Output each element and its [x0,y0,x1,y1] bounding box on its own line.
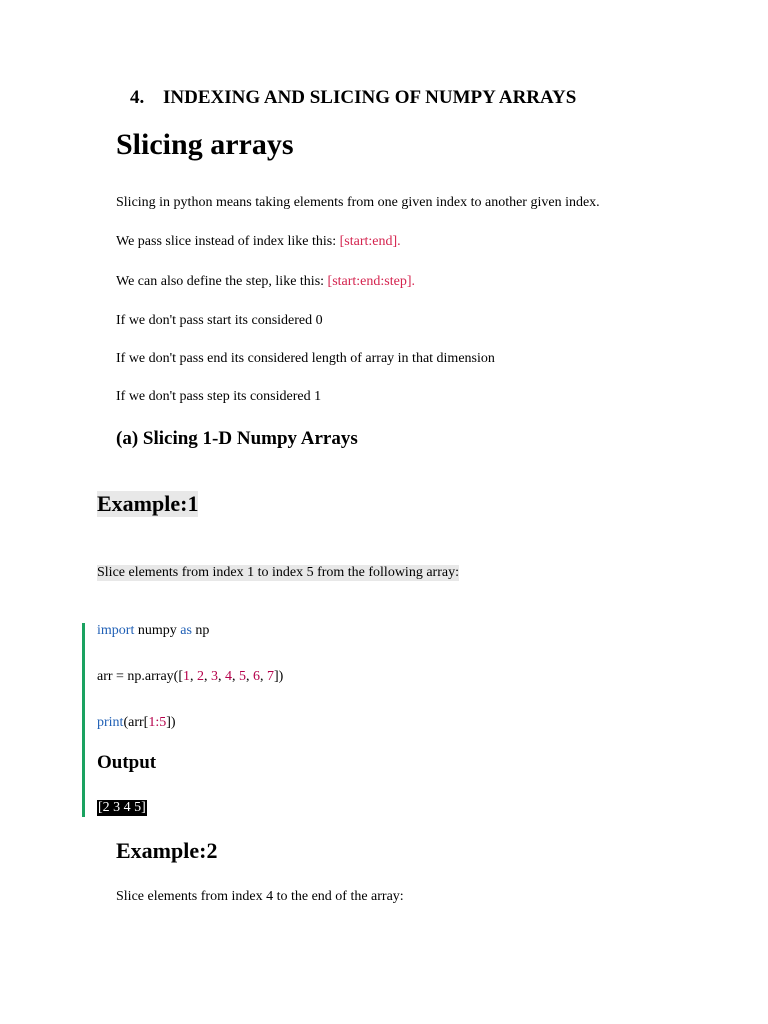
inline-code: [start:end]. [339,234,401,249]
paragraph-default-step: If we don't pass step its considered 1 [116,389,322,404]
code-line-array [97,669,283,685]
number-literal: 1 [183,669,191,684]
keyword-as: as [180,623,192,638]
code-line-import [97,623,209,639]
code-block-border [82,623,85,817]
output-heading: Output [97,752,157,773]
slice-literal: 1:5 [148,715,167,730]
paragraph-step-syntax [116,274,415,290]
separator: , [190,669,198,684]
code-text: arr = np.array([ [97,669,184,684]
module-alias: np [191,623,210,638]
subheading-1d-slicing: (a) Slicing 1-D Numpy Arrays [116,428,358,449]
separator: , [204,669,212,684]
output-value: [2 3 4 5] [98,800,146,815]
paragraph-text: We can also define the step, like this: [116,274,328,289]
paragraph-slicing-definition: Slicing in python means taking elements from one given index to another given index. [116,195,600,210]
keyword-import: import [97,623,135,638]
paragraph-default-end: If we don't pass end its considered length of array in that dimension [116,351,495,366]
section-number: 4. [130,87,145,108]
number-literal: 4 [225,669,233,684]
number-literal: 5 [239,669,247,684]
section-title: INDEXING AND SLICING OF NUMPY ARRAYS [163,87,577,108]
paragraph-text: We pass slice instead of index like this: [116,234,340,249]
code-text: ]) [274,669,284,684]
keyword-print: print [97,715,124,730]
number-literal: 7 [267,669,275,684]
example1-description: Slice elements from index 1 to index 5 from the following array: [97,565,459,580]
example2-description: Slice elements from index 4 to the end of the array: [116,889,404,904]
module-name: numpy [134,623,181,638]
separator: , [218,669,226,684]
separator: , [232,669,240,684]
example2-title: Example:2 [116,838,218,863]
example1-title: Example:1 [97,491,199,516]
code-line-print [97,715,176,731]
inline-code: [start:end:step]. [327,274,416,289]
code-text: ]) [166,715,176,730]
code-text: (arr[ [123,715,149,730]
separator: , [246,669,254,684]
separator: , [260,669,268,684]
page-title: Slicing arrays [116,128,294,161]
section-heading [130,87,576,109]
number-literal: 6 [253,669,261,684]
number-literal: 3 [211,669,219,684]
number-literal: 2 [197,669,205,684]
paragraph-default-start: If we don't pass start its considered 0 [116,313,323,328]
paragraph-slice-syntax [116,234,401,250]
